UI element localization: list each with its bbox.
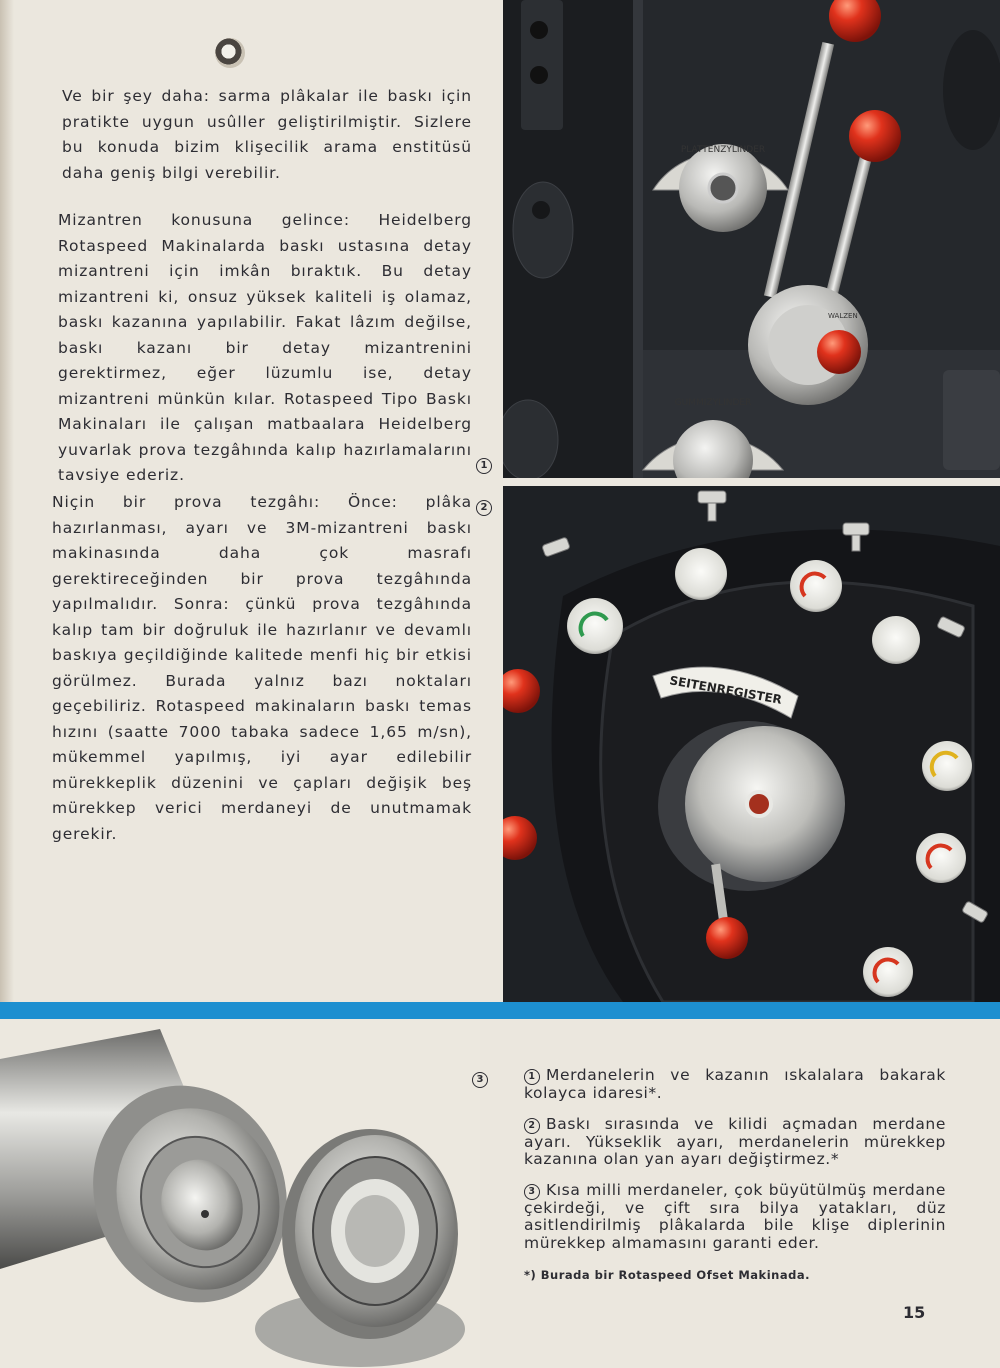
caption-2 bbox=[524, 1116, 946, 1169]
figure-marker-1: 1 bbox=[476, 458, 492, 474]
roller-bearings-illustration bbox=[0, 1019, 480, 1368]
caption-list bbox=[524, 1067, 946, 1265]
paragraph-makeready-text: Mizantren konusuna gelince: Heidelberg Rotaspeed Makinalarda baskı ustasına detay mizantreni için imkân bıraktık. Bu detay mizantreni ki, onsuz yüksek kaliteli iş olamaz, baskı kazanına yapılabilir. Fakat lâzım değilse, baskı kazanı bir detay mizantrenini gerektirmez, eğer lüzumlu ise, detay mizantreni münkün kılar. Rotaspeed Tipo Baskı Makinaları ile çalışan matbaalara Heidelberg yuvarlak prova tezgâhında kalıp hazırlamalarını tavsiye ederiz. bbox=[58, 211, 472, 484]
gummizylinder-label: GUMMIZYLINDER bbox=[674, 398, 752, 408]
caption-1-number: 1 bbox=[524, 1069, 540, 1085]
side-register-illustration bbox=[503, 486, 1000, 1002]
paragraph-plates bbox=[62, 84, 472, 186]
page-edge-shadow bbox=[0, 0, 14, 1010]
blue-accent-band bbox=[0, 1002, 1000, 1019]
paragraph-makeready bbox=[58, 208, 472, 489]
caption-2-text: Baskı sırasında ve kilidi açmadan merdane ayarı. Yükseklik ayarı, merdanelerin mürekkep kazanına olan yan ayarı değiştirmez.* bbox=[524, 1114, 946, 1168]
seitenregister-label: SEITENREGISTER bbox=[668, 673, 783, 707]
caption-3-number: 3 bbox=[524, 1184, 540, 1200]
machine-controls-illustration bbox=[503, 0, 1000, 478]
binder-hole bbox=[215, 38, 245, 68]
caption-1 bbox=[524, 1067, 946, 1103]
caption-2-number: 2 bbox=[524, 1118, 540, 1134]
page-number: 15 bbox=[903, 1303, 926, 1322]
figure-marker-2: 2 bbox=[476, 500, 492, 516]
caption-3-text: Kısa milli merdaneler, çok büyütülmüş merdane çekirdeği, ve çift sıra bilya yatakları, düz asitlendirilmiş plâkalarda bile klişe diplerinin mürekkep almamasını garanti eder. bbox=[524, 1180, 946, 1252]
walzen-label: WALZEN bbox=[828, 312, 858, 320]
paragraph-proof-press bbox=[52, 490, 472, 847]
footnote: *) Burada bir Rotaspeed Ofset Makinada. bbox=[524, 1268, 810, 1282]
plattenzylinder-label: PLATTENZYLINDER bbox=[680, 145, 766, 155]
paragraph-plates-text: Ve bir şey daha: sarma plâkalar ile baskı için pratikte uygun usûller geliştirilmiştir. Sizlere bu konuda bizim klişecilik arama enstitüsü daha geniş bilgi verebilir. bbox=[62, 87, 472, 182]
photo-divider bbox=[503, 478, 1000, 486]
photo-side-register bbox=[503, 486, 1000, 1002]
figure-marker-3: 3 bbox=[472, 1072, 488, 1088]
caption-3 bbox=[524, 1182, 946, 1253]
photo-roller-bearings bbox=[0, 1019, 480, 1368]
paragraph-proof-press-text: Niçin bir prova tezgâhı: Önce: plâka hazırlanması, ayarı ve 3M-mizantreni baskı makinasında daha çok masrafı gerektireceğinden bir prova tezgâhında yapılmalıdır. Sonra: çünkü prova tezgâhında kalıp tam bir doğruluk ile hazırlanır ve devamlı baskıya geçildiğinde kalitede menfi hiç bir etkisi görülmez. Burada yalnız bazı noktaları geçebiliriz. Rotaspeed makinaların baskı temas hızını (saatte 7000 tabaka sadece 1,65 m/sn), mükemmel yapılmış, iyi ayar edilebilir mürekkeplik düzenini ve çapları değişik beş mürekkep verici merdaneyi de unutmamak gerekir. bbox=[52, 493, 472, 843]
photo-machine-controls bbox=[503, 0, 1000, 478]
caption-1-text: Merdanelerin ve kazanın ıskalalara bakarak kolayca idaresi*. bbox=[524, 1066, 946, 1102]
